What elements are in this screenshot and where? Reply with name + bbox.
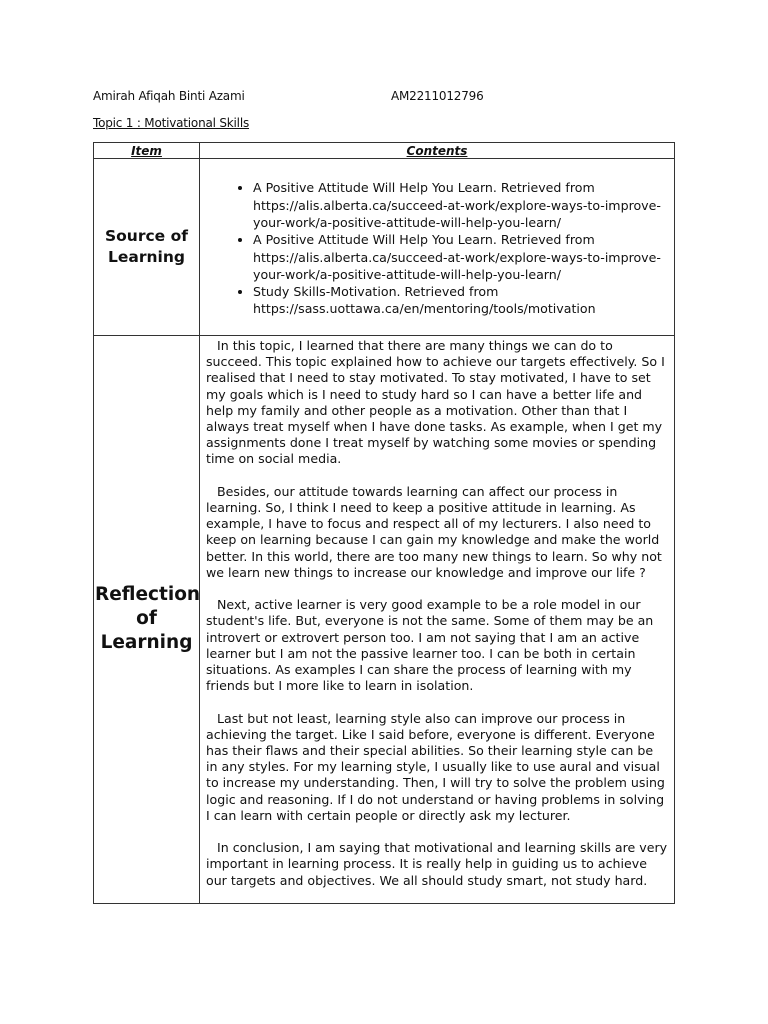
column-header-contents: Contents bbox=[200, 143, 675, 159]
student-id: AM2211012796 bbox=[391, 89, 484, 103]
table-row-reflection bbox=[94, 336, 675, 904]
column-header-item: Item bbox=[94, 143, 200, 159]
reflection-paragraph: Next, active learner is very good example to be a role model in our student's life. But, everyone is not the same. Some of them may be an introvert or extrovert person too. I am not saying that I am an active learner but I am not the passive learner too. I can be both in certain situations. As examples I can share the process of learning with my friends but I more like to learn in isolation. bbox=[206, 597, 654, 694]
source-item: • A Positive Attitude Will Help You Learn. Retrieved from https://alis.alberta.ca/succeed-at-work/explore-ways-to-improve-your-work/a-positive-attitude-will-help-you-learn/ bbox=[253, 231, 667, 283]
source-item: • A Positive Attitude Will Help You Learn. Retrieved from https://alis.alberta.ca/succeed-at-work/explore-ways-to-improve-your-work/a-positive-attitude-will-help-you-learn/ bbox=[253, 179, 667, 231]
source-list bbox=[201, 179, 673, 317]
reflection-paragraph: Besides, our attitude towards learning can affect our process in learning. So, I think I need to keep a positive attitude in learning. As example, I have to focus and respect all of my lecturers. I also need to keep on learning because I can gain my knowledge and make the world better. In this world, there are too many new things to learn. So why not we learn new things to increase our knowledge and improve our life ? bbox=[206, 483, 662, 580]
reflection-paragraph: In conclusion, I am saying that motivational and learning skills are very important in learning process. It is really help in guiding us to achieve our targets and objectives. We all should study smart, not study hard. bbox=[206, 840, 668, 888]
source-of-learning-label: Source of Learning bbox=[94, 159, 200, 336]
reflection-paragraph: In this topic, I learned that there are many things we can do to succeed. This topic explained how to achieve our targets effectively. So I realised that I need to stay motivated. To stay motivated, I have to set my goals which is I need to study hard so I can have a better life and help my family and other people as a motivation. Other than that I always treat myself when I have done tasks. As example, when I get my assignments done I treat myself by watching some movies or spending time on social media. bbox=[206, 338, 665, 467]
learning-table bbox=[93, 142, 675, 904]
table-row-source bbox=[94, 159, 675, 336]
reflection-paragraph: Last but not least, learning style also can improve our process in achieving the target. Like I said before, everyone is different. Everyone has their flaws and their special abilities. So their learning style can be in any styles. For my learning style, I usually like to use aural and visual to increase my understanding. Then, I will try to solve the problem using logic and reasoning. If I do not understand or having problems in solving I can learn with certain people or directly ask my lecturer. bbox=[206, 710, 665, 823]
reflection-of-learning-label: Reflection of Learning bbox=[94, 336, 200, 904]
topic-title: Topic 1 : Motivational Skills bbox=[93, 116, 250, 130]
table-header-row bbox=[94, 143, 675, 159]
reflection-text-cell bbox=[200, 336, 675, 904]
source-list-cell bbox=[200, 159, 675, 336]
student-name: Amirah Afiqah Binti Azami bbox=[93, 89, 245, 103]
source-item: • Study Skills-Motivation. Retrieved from https://sass.uottawa.ca/en/mentoring/tools/motivation bbox=[253, 283, 667, 318]
